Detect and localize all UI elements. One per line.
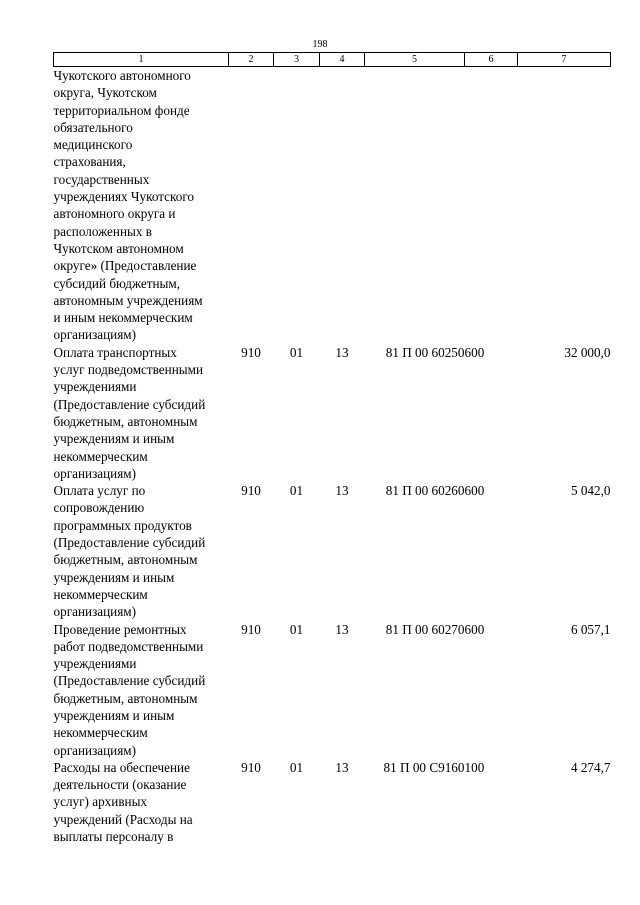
description-line: государственных <box>53 171 150 187</box>
section-code-cell: 01 <box>289 759 304 775</box>
description-line: организациям) <box>53 742 137 758</box>
expense-type-cell: 600 <box>464 621 485 637</box>
table-header <box>54 53 611 67</box>
description-line: услуг подведомственными <box>53 362 204 378</box>
description-line: Чукотском автономном <box>53 240 184 256</box>
description-line: учреждениями <box>53 379 137 395</box>
description-cell <box>54 67 229 344</box>
description-cell <box>54 482 229 620</box>
expense-type-cell: 100 <box>464 759 485 775</box>
section-code-cell <box>274 67 320 344</box>
table-row <box>54 759 611 845</box>
ministry-code-cell: 910 <box>241 621 261 637</box>
target-article-cell: 81 П 00 60250 <box>385 344 465 360</box>
section-code-cell: 01 <box>289 621 304 637</box>
description-line: программных продуктов <box>53 517 192 533</box>
description-line: бюджетным, автономным <box>53 690 198 706</box>
subsection-code-cell: 13 <box>335 344 349 360</box>
description-line: субсидий бюджетным, <box>53 275 181 291</box>
column-header-2: 2 <box>229 53 274 67</box>
target-article-cell: 81 П 00 С9160 <box>383 759 465 775</box>
target-article-cell <box>365 67 465 344</box>
ministry-code-cell <box>229 67 274 344</box>
description-line: сопровождению <box>53 500 145 516</box>
description-line: (Предоставление субсидий <box>53 396 206 412</box>
header-row <box>54 53 611 67</box>
description-line: автономного округа и <box>53 206 176 222</box>
amount-cell: 6 057,1 <box>570 621 611 637</box>
section-code-cell: 01 <box>289 483 304 499</box>
description-line: бюджетным, автономным <box>53 552 198 568</box>
description-line: Расходы на обеспечение <box>53 759 190 775</box>
column-header-1: 1 <box>54 53 229 67</box>
description-line: некоммерческим <box>53 725 148 741</box>
expense-type-cell: 600 <box>464 344 485 360</box>
table-row <box>54 621 611 759</box>
description-line: учреждениями <box>53 656 137 672</box>
description-line: (Предоставление субсидий <box>53 673 206 689</box>
subsection-code-cell <box>320 67 365 344</box>
ministry-code-cell: 910 <box>241 344 261 360</box>
expense-type-cell: 600 <box>464 483 485 499</box>
description-line: организациям) <box>53 327 137 343</box>
target-article-cell: 81 П 00 60260 <box>385 483 465 499</box>
description-line: организациям) <box>53 465 137 481</box>
description-cell <box>54 344 229 482</box>
section-code-cell: 01 <box>289 344 304 360</box>
subsection-code-cell: 13 <box>335 621 349 637</box>
description-cell <box>54 759 229 845</box>
page-number: 198 <box>312 39 328 50</box>
description-line: услуг) архивных <box>53 794 148 810</box>
description-line: округе» (Предоставление <box>53 258 197 274</box>
description-line: деятельности (оказание <box>53 777 187 793</box>
description-line: территориальном фонде <box>53 102 190 118</box>
amount-cell: 5 042,0 <box>570 483 611 499</box>
description-line: выплаты персоналу в <box>53 829 174 845</box>
description-line: (Предоставление субсидий <box>53 535 206 551</box>
description-line: учреждениям и иным <box>53 707 175 723</box>
amount-cell: 32 000,0 <box>564 344 611 360</box>
description-line: Оплата услуг по <box>53 483 146 499</box>
table-body <box>54 67 611 846</box>
description-line: учреждений (Расходы на <box>53 811 193 827</box>
description-line: учреждениям и иным <box>53 431 175 447</box>
amount-cell: 4 274,7 <box>570 759 611 775</box>
table-row <box>54 344 611 482</box>
subsection-code-cell: 13 <box>335 759 349 775</box>
description-line: некоммерческим <box>53 586 148 602</box>
description-line: Проведение ремонтных <box>53 621 187 637</box>
description-line: автономным учреждениям <box>53 292 203 308</box>
column-header-7: 7 <box>518 53 611 67</box>
description-line: Чукотского автономного <box>53 68 191 83</box>
table-row <box>54 482 611 620</box>
target-article-cell: 81 П 00 60270 <box>385 621 465 637</box>
table-row <box>54 67 611 344</box>
description-line: учреждениях Чукотского <box>53 189 195 205</box>
column-header-4: 4 <box>320 53 365 67</box>
subsection-code-cell: 13 <box>335 483 349 499</box>
ministry-code-cell: 910 <box>241 483 261 499</box>
description-line: расположенных в <box>53 223 153 239</box>
description-line: Оплата транспортных <box>53 344 177 360</box>
description-line: работ подведомственными <box>53 638 204 654</box>
column-header-6: 6 <box>465 53 518 67</box>
description-cell <box>54 621 229 759</box>
column-header-3: 3 <box>274 53 320 67</box>
amount-cell <box>518 67 611 344</box>
description-line: учреждениям и иным <box>53 569 175 585</box>
description-line: организациям) <box>53 604 137 620</box>
description-line: бюджетным, автономным <box>53 413 198 429</box>
column-header-5: 5 <box>365 53 465 67</box>
description-line: округа, Чукотском <box>53 85 157 101</box>
description-line: страхования, <box>53 154 126 170</box>
description-line: обязательного <box>53 119 133 135</box>
budget-table <box>53 52 611 845</box>
ministry-code-cell: 910 <box>241 759 261 775</box>
description-line: и иным некоммерческим <box>53 310 193 326</box>
description-line: некоммерческим <box>53 448 148 464</box>
description-line: медицинского <box>53 137 133 153</box>
expense-type-cell <box>465 67 518 344</box>
